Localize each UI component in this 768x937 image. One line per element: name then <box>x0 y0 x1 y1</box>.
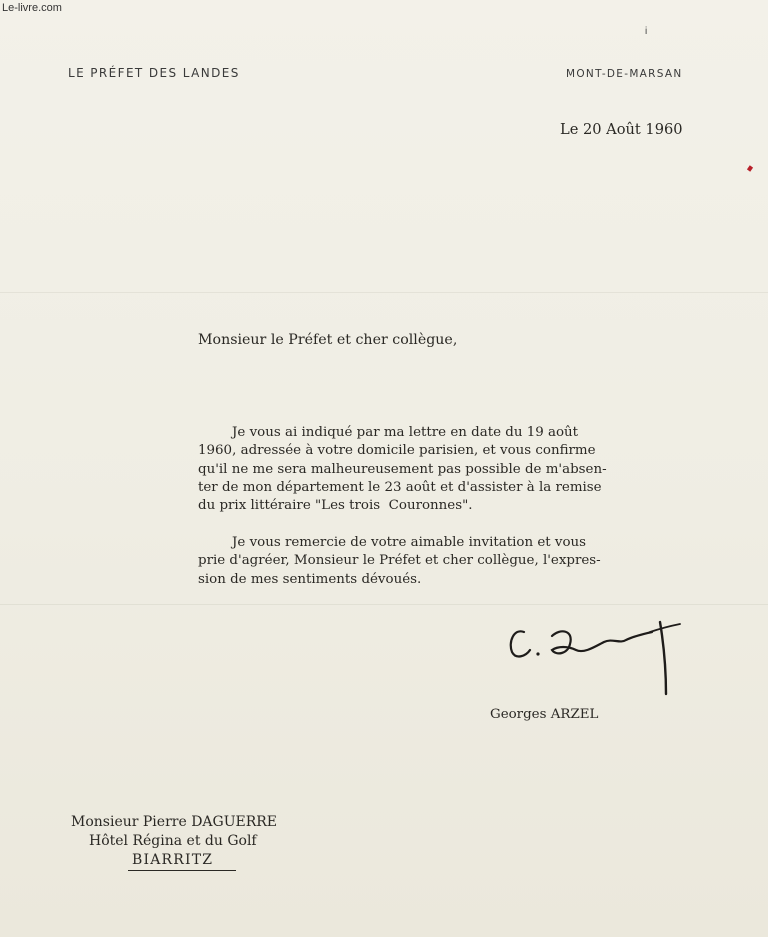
watermark-text: Le-livre.com <box>2 2 62 14</box>
city-underline <box>128 870 236 871</box>
body-paragraph-2 <box>198 534 601 589</box>
paragraph-line: sion de mes sentiments dévoués. <box>198 571 422 587</box>
paper-crease <box>0 292 768 293</box>
paragraph-line: Je vous remercie de votre aimable invitation et vous <box>198 535 587 550</box>
paper-crease <box>0 604 768 605</box>
paragraph-line: 1960, adressée à votre domicile parisien, et vous confirme <box>198 443 596 459</box>
paragraph-line: qu'il ne me sera malheureusement pas possible de m'absen- <box>198 461 607 477</box>
letterhead-city: MONT-DE-MARSAN <box>566 68 683 80</box>
signer-name: Georges ARZEL <box>490 707 599 722</box>
body-paragraph-1 <box>198 424 607 515</box>
paragraph-line: ter de mon département le 23 août et d'assister à la remise <box>198 479 602 495</box>
letter-date: Le 20 Août 1960 <box>560 121 683 138</box>
recipient-hotel: Hôtel Régina et du Golf <box>89 833 257 849</box>
salutation: Monsieur le Préfet et cher collègue, <box>198 332 458 348</box>
paragraph-line: prie d'agréer, Monsieur le Préfet et cher collègue, l'expres- <box>198 553 601 569</box>
paragraph-line: du prix littéraire "Les trois Couronnes". <box>198 498 473 514</box>
recipient-city: BIARRITZ <box>132 852 214 868</box>
corner-mark: i <box>645 26 648 37</box>
handwritten-signature <box>500 610 690 700</box>
paragraph-line: Je vous ai indiqué par ma lettre en date du 19 août <box>198 425 579 440</box>
letterhead-sender: LE PRÉFET DES LANDES <box>68 66 240 80</box>
recipient-name: Monsieur Pierre DAGUERRE <box>71 814 278 830</box>
